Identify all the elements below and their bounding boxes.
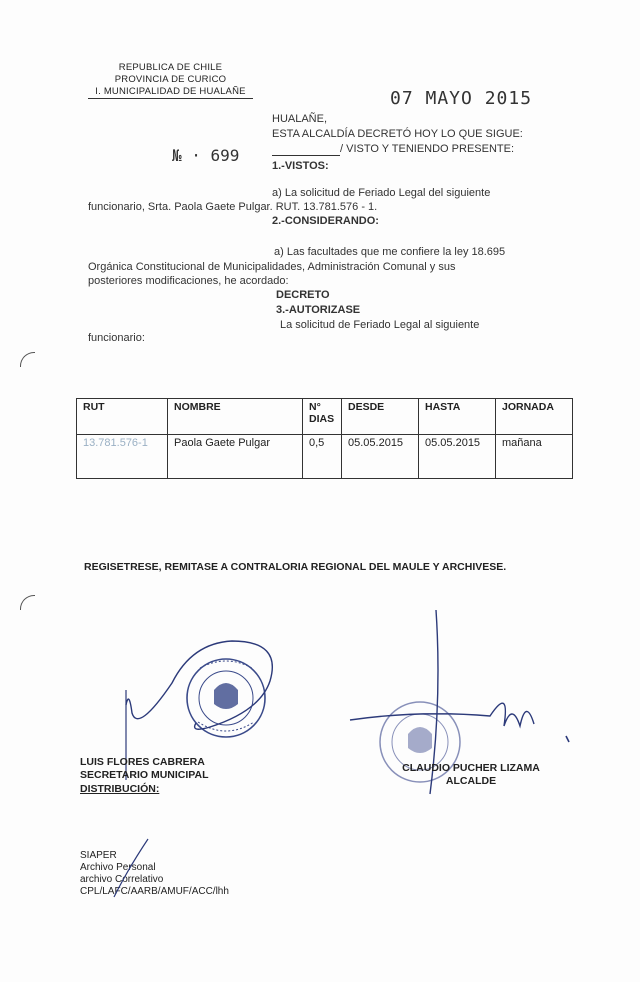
- vistos-a-line2: funcionario, Srta. Paola Gaete Pulgar. RUT. 13.781.576 - 1.: [88, 201, 378, 213]
- col-nombre: NOMBRE: [168, 399, 303, 435]
- signer-left-role: SECRETARIO MUNICIPAL: [80, 769, 209, 781]
- distribution-item: SIAPER: [80, 850, 117, 861]
- intro: ESTA ALCALDÍA DECRETÓ HOY LO QUE SIGUE:: [272, 128, 523, 140]
- distribution-item: archivo Correlativo: [80, 874, 164, 885]
- considerando-title: 2.-CONSIDERANDO:: [272, 215, 379, 227]
- considerando-line1: a) Las facultades que me confiere la ley 18.695: [274, 246, 506, 258]
- cell-dias: 0,5: [303, 435, 342, 479]
- initials-mark: [90, 835, 160, 905]
- autorizase-title: 3.-AUTORIZASE: [276, 304, 361, 316]
- cell-rut: 13.781.576-1: [77, 435, 168, 479]
- seal-left: [187, 659, 265, 737]
- autorizase-line2: funcionario:: [88, 332, 145, 344]
- visto-line: / VISTO Y TENIENDO PRESENTE:: [340, 143, 515, 155]
- signer-right-name: CLAUDIO PUCHER LIZAMA: [402, 762, 540, 774]
- distribution-title: DISTRIBUCIÓN:: [80, 783, 160, 795]
- col-jornada: JORNADA: [496, 399, 573, 435]
- cell-desde: 05.05.2015: [342, 435, 419, 479]
- letterhead-province: PROVINCIA DE CURICO: [114, 74, 227, 85]
- col-desde: DESDE: [342, 399, 419, 435]
- table-row: [77, 435, 573, 479]
- cell-hasta: 05.05.2015: [419, 435, 496, 479]
- distribution-item: CPL/LAFC/AARB/AMUF/ACC/lhh: [80, 886, 229, 897]
- leave-table: [76, 398, 573, 479]
- blank-line: [272, 155, 340, 156]
- signer-right-role: ALCALDE: [445, 775, 497, 787]
- autorizase-line1: La solicitud de Feriado Legal al siguiente: [280, 319, 480, 331]
- cell-jornada: mañana: [496, 435, 573, 479]
- signature-left: [126, 641, 272, 729]
- vistos-a-line1: a) La solicitud de Feriado Legal del siguiente: [272, 187, 491, 199]
- punch-mark-top: [20, 352, 35, 367]
- cell-nombre: Paola Gaete Pulgar: [168, 435, 303, 479]
- letterhead: [88, 62, 253, 99]
- signer-left: [80, 756, 209, 782]
- letterhead-municipality: I. MUNICIPALIDAD DE HUALAÑE: [88, 86, 253, 99]
- signer-right: [396, 762, 546, 788]
- vistos-title: 1.-VISTOS:: [272, 160, 329, 172]
- letterhead-country: REPUBLICA DE CHILE: [118, 62, 223, 73]
- table-header-row: [77, 399, 573, 435]
- decree-number: № · 699: [172, 146, 240, 165]
- considerando-line2: Orgánica Constitucional de Municipalidades, Administración Comunal y sus: [88, 261, 456, 273]
- decreto-title: DECRETO: [276, 289, 330, 301]
- closing-statement: REGISETRESE, REMITASE A CONTRALORIA REGIONAL DEL MAULE Y ARCHIVESE.: [84, 561, 507, 573]
- considerando-line3: posteriores modificaciones, he acordado:: [88, 275, 289, 287]
- place: HUALAÑE,: [272, 113, 328, 125]
- col-rut: RUT: [77, 399, 168, 435]
- distribution-item: Archivo Personal: [80, 862, 156, 873]
- date-stamp: 07 MAYO 2015: [390, 88, 533, 109]
- col-hasta: HASTA: [419, 399, 496, 435]
- col-dias: N° DIAS: [303, 399, 342, 435]
- signer-left-name: LUIS FLORES CABRERA: [80, 756, 205, 768]
